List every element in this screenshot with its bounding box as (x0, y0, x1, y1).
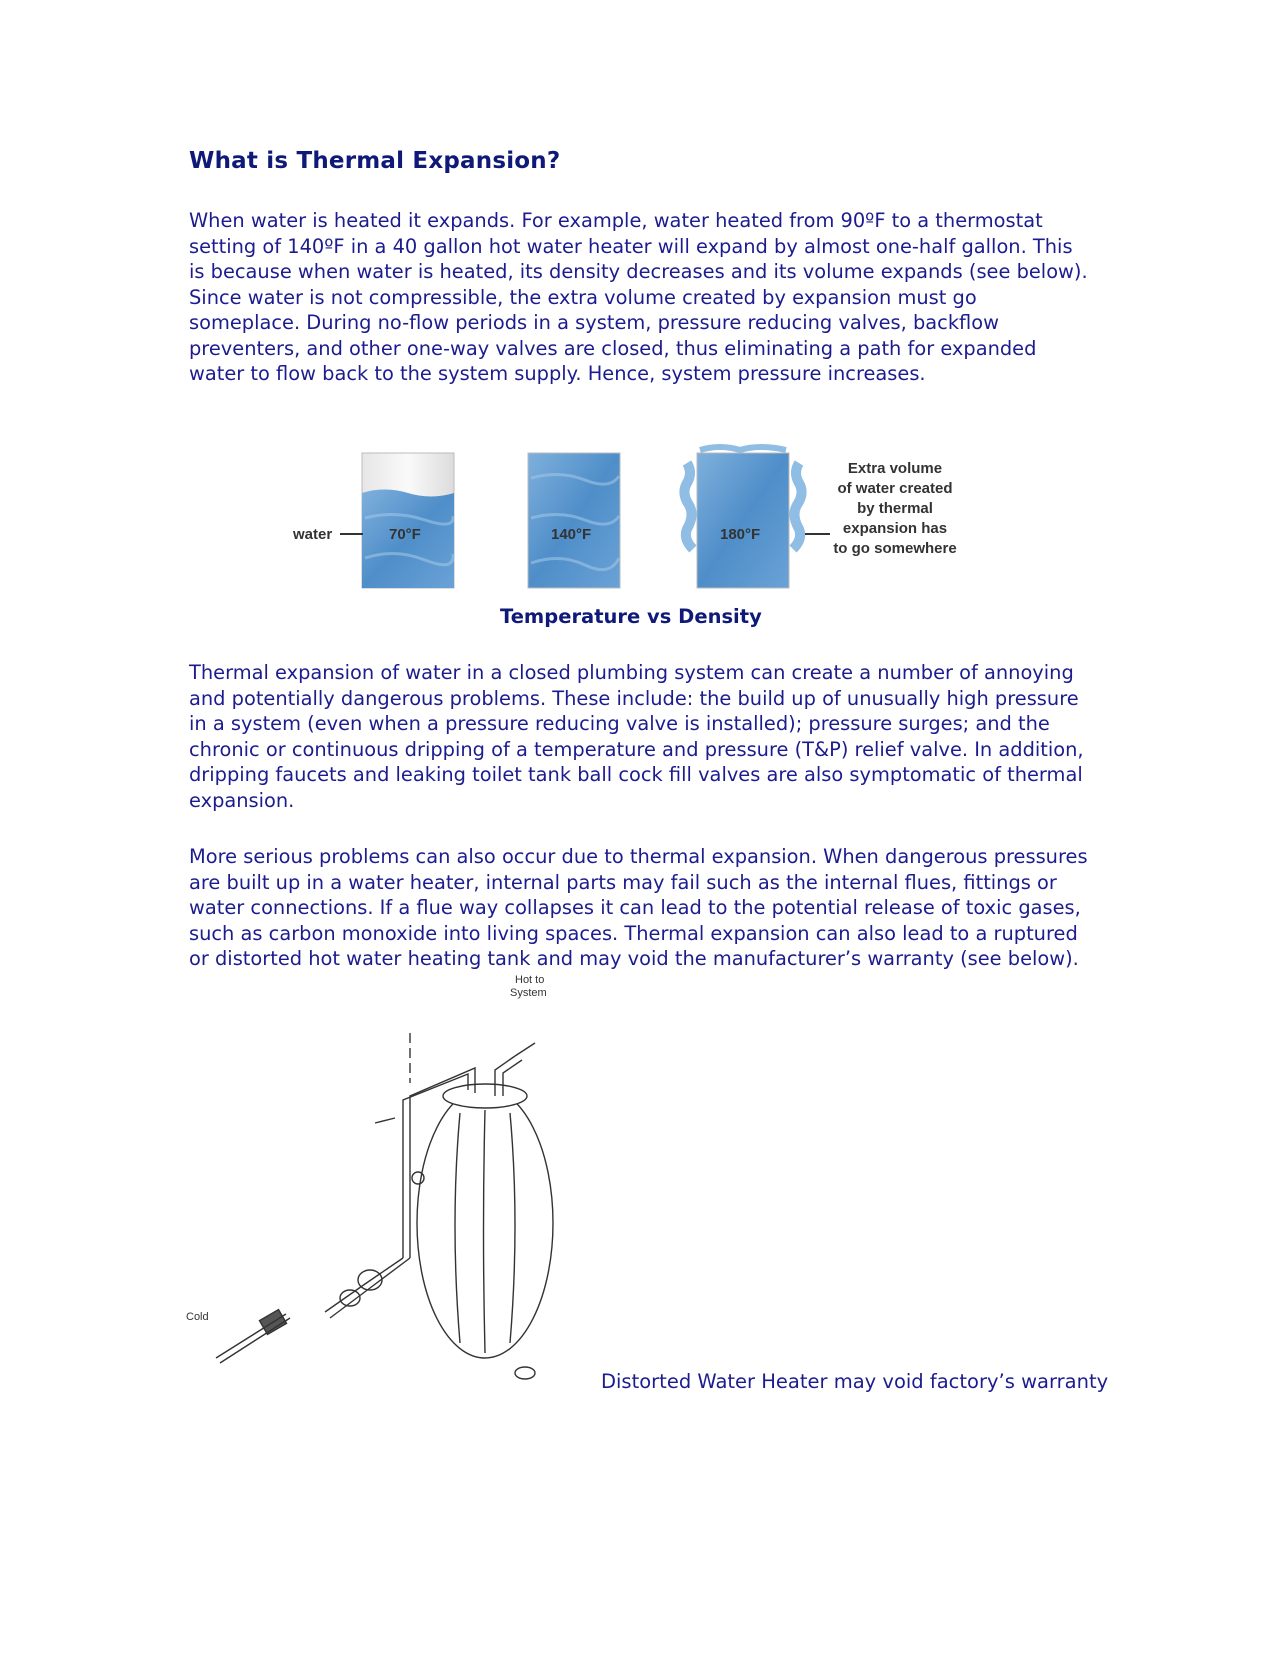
note-line-1: Extra volume (847, 460, 943, 477)
beaker-70f (362, 453, 454, 588)
page-title: What is Thermal Expansion? (189, 148, 561, 174)
note-line-5: to go somewhere (833, 540, 957, 557)
temp-label-140: 140°F (551, 526, 592, 543)
note-line-4: expansion has (842, 520, 948, 537)
beaker-140f (528, 453, 620, 588)
temp-label-180: 180°F (720, 526, 761, 543)
beaker-180f (684, 447, 801, 588)
hot-label-line-1: Hot to (515, 974, 545, 986)
note-line-3: by thermal (857, 500, 933, 517)
hot-label-line-2: System (510, 987, 547, 999)
distorted-water-heater-figure (186, 974, 610, 1388)
note-line-2: of water created (837, 480, 953, 497)
paragraph-serious-problems: More serious problems can also occur due to thermal expansion. When dangerous pressures are built up in a water heater, internal parts may fail such as the internal flues, fittings or water connections. If a flue way collapses it can lead to the potential release of toxic gases, such as carbon monoxide into living spaces. Thermal expansion can also lead to a ruptured or distorted hot water heating tank and may void the manufacturer’s warranty (see below). (189, 845, 1088, 970)
paragraph-problems: Thermal expansion of water in a closed plumbing system can create a number of annoying and potentially dangerous problems. These include: the build up of unusually high pressure in a system (even when a pressure reducing valve is installed); pressure surges; and the chronic or continuous dripping of a temperature and pressure (T&P) relief valve. In addition, dripping faucets and leaking toilet tank ball cock fill valves are also symptomatic of thermal expansion. (189, 661, 1084, 812)
temperature-density-figure (285, 448, 995, 598)
figure1-caption: Temperature vs Density (500, 605, 762, 628)
temp-label-70: 70°F (389, 526, 421, 543)
paragraph-intro: When water is heated it expands. For example, water heated from 90ºF to a thermostat setting of 140ºF in a 40 gallon hot water heater will expand by almost one-half gallon. This is because when water is heated, its density decreases and its volume expands (see below). Since water is not compressible, the extra volume created by expansion must go someplace. During no-flow periods in a system, pressure reducing valves, backflow preventers, and other one-way valves are closed, thus eliminating a path for expanded water to flow back to the system supply. Hence, system pressure increases. (189, 209, 1088, 385)
water-label: water (293, 526, 333, 543)
cold-label: Cold (186, 1311, 209, 1323)
figure2-caption: Distorted Water Heater may void factory’s warranty (601, 1370, 1109, 1393)
